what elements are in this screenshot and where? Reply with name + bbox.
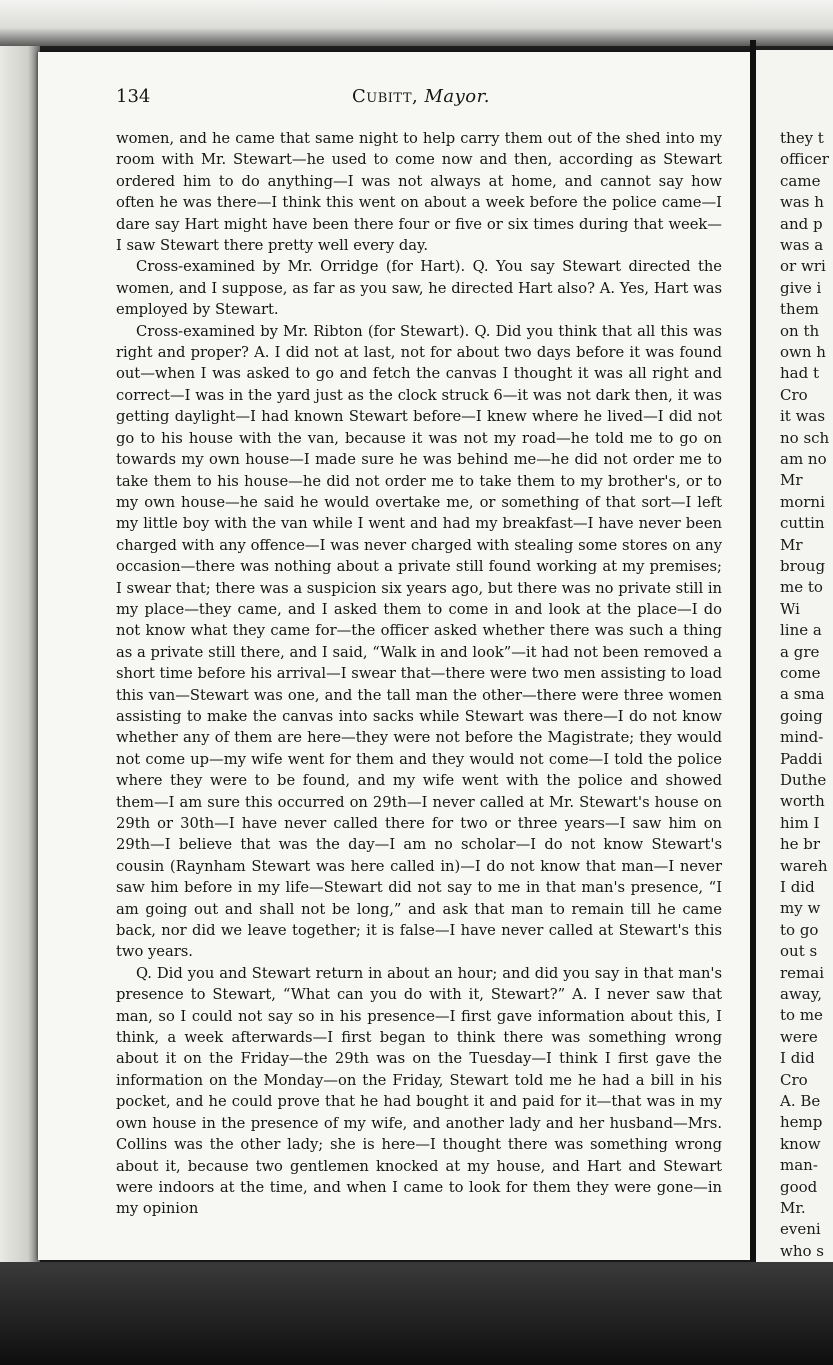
scan-bottom-background [0, 1262, 833, 1365]
adjacent-page-line: a sma [780, 685, 825, 704]
adjacent-page-line: them [780, 300, 819, 319]
adjacent-page-line: eveni [780, 1220, 821, 1239]
adjacent-page-line: Mr [780, 471, 803, 490]
adjacent-page-line: had t [780, 364, 820, 383]
adjacent-page-line: worth [780, 792, 825, 811]
scan-left-background [0, 46, 40, 1365]
adjacent-page-line: Duthe [780, 771, 827, 789]
adjacent-page-line: cuttin [780, 514, 825, 533]
adjacent-page-line: on th [780, 321, 820, 340]
adjacent-page-line: no sch [780, 428, 830, 447]
adjacent-page-line: Mr [780, 535, 803, 554]
adjacent-page-line: out s [780, 942, 818, 961]
adjacent-page-line: broug [780, 557, 826, 575]
adjacent-page-line: own h [780, 343, 826, 361]
adjacent-page-line: who s [780, 1241, 824, 1260]
adjacent-page-line: come [780, 664, 821, 682]
adjacent-page-line: I did [780, 1049, 815, 1068]
adjacent-page-line: Wi [780, 599, 800, 618]
running-head-name: Cubitt, [352, 86, 419, 107]
adjacent-page-line: going [780, 706, 823, 725]
paragraph: Cross-examined by Mr. Orridge (for Hart). Q. You say Stewart directed the women, and I suppose, as far as you saw, he directed Hart also? A. Yes, Hart was employed by Stewart. [116, 258, 722, 319]
adjacent-page-line: to go [780, 920, 819, 939]
adjacent-page-line: A. Be [780, 1092, 821, 1110]
scan-top-background [0, 0, 833, 46]
adjacent-page-line: him I [780, 813, 820, 832]
adjacent-page [756, 50, 833, 1262]
adjacent-page-line: to me [780, 1006, 823, 1025]
adjacent-page-line: give i [780, 278, 822, 297]
adjacent-page-line: my w [780, 899, 821, 918]
running-head [352, 86, 490, 107]
paragraph: Q. Did you and Stewart return in about an hour; and did you say in that man's presence to Stewart, “What can you do with it, Stewart?” A. I never saw that man, so I could not say so in his presence—I first gave information about this, I think, a week afterwards—I first began to think there was something wrong about it on the Friday—the 29th was on the Tuesday—I think I first gave the information on the Monday—on the Friday, Stewart told me he had a bill in his pocket, and he could prove that he had bought it and paid for it—that was in my own house in the presence of my wife, and another lady and her husband—Mrs. Collins was the other lady; she is here—I thought there was something wrong about it, because two gentlemen knocked at my house, and Hart and Stewart were indoors at the time, and when I came to look for them they were gone—in my opinion [116, 964, 722, 1218]
adjacent-page-line: a gre [780, 642, 820, 661]
page-header [116, 86, 676, 110]
adjacent-page-line: was h [780, 193, 824, 212]
adjacent-page-line: came [780, 171, 821, 190]
running-head-title: Mayor. [424, 86, 490, 107]
adjacent-page-line: they t [780, 129, 824, 147]
adjacent-page-line: hemp [780, 1113, 823, 1132]
adjacent-page-line: Cro [780, 385, 808, 404]
adjacent-page-line: Mr. [780, 1199, 806, 1217]
adjacent-page-line: good [780, 1177, 818, 1196]
adjacent-page-line: am no [780, 450, 827, 468]
adjacent-page-line: line a [780, 621, 822, 640]
adjacent-page-line: morni [780, 492, 825, 511]
paragraph: women, and he came that same night to help carry them out of the shed into my room with Mr. Stewart—he used to come now and then, according as Stewart ordered him to do anything—I was not always at home, and cannot say how often he was there—I think this went on about a week before the police came—I dare say Hart might have been there four or five or six times during that week—I saw Stewart there pretty well every day. [116, 130, 722, 255]
adjacent-page-line: Cro [780, 1070, 808, 1089]
adjacent-page-line: I did [780, 878, 815, 896]
adjacent-page-line: mind- [780, 728, 824, 747]
adjacent-page-line: away, [780, 985, 822, 1003]
adjacent-page-line: wareh [780, 856, 828, 875]
adjacent-page-line: and p [780, 214, 823, 233]
adjacent-page-line: me to [780, 578, 823, 597]
adjacent-page-line: or wri [780, 257, 826, 276]
adjacent-page-line: were [780, 1027, 818, 1046]
adjacent-page-line: was a [780, 236, 824, 254]
adjacent-page-line: he br [780, 835, 821, 854]
paragraph: Cross-examined by Mr. Ribton (for Stewart). Q. Did you think that all this was right and proper? A. I did not at last, not for about two days before it was found out—when I was asked to go and fetch the canvas I thought it was all right and correct—I was in the yard just as the clock struck 6—it was not dark then, it was getting daylight—I had known Stewart before—I knew where he lived—I did not go to his house with the van, because it was not my road—he told me to go on towards my own house—I made sure he was behind me—he did not order me to take them to his house—he did not order me to take them to my brother's, or to my own house—he said he would overtake me, or something of that sort—I left my little boy with the van while I went and had my breakfast—I have never been charged with any offence—I was never charged with stealing some stores on any occasion—there was nothing about a private still found working at my premises; I swear that; there was a suspicion six years ago, but there was no private still in my place—they came, and I asked them to come in and look at the place—I do not know what they came for—the officer asked whether there was such a thing as a private still there, and I said, “Walk in and look”—it had not been removed a short time before his arrival—I swear that—there were two men assisting to load this van—Stewart was one, and the tall man the other—there were three women assisting to make the canvas into sacks while Stewart was there—I do not know whether any of them are here—they were not before the Magistrate; they would not come up—my wife went for them and they would not come—I told the police where they were to be found, and my wife went with the police and showed them—I am sure this occurred on 29th—I never called at Mr. Stewart's house on 29th or 30th—I have never called there for two or three years—I saw him on 29th—I believe that was the day—I am no scholar—I do not know Stewart's cousin (Raynham Stewart was here called in)—I do not know that man—I never saw him before in my life—Stewart did not say to me in that man's presence, “I am going out and shall not be long,” and ask that man to remain till he came back, nor did we leave together; it is false—I have never called at Stewart's this two years. [116, 322, 722, 961]
page-number: 134 [116, 86, 151, 107]
adjacent-page-line: it was [780, 407, 826, 426]
adjacent-page-line: man- [780, 1156, 818, 1175]
adjacent-page-line: remai [780, 963, 825, 982]
adjacent-page-line: officer [780, 150, 829, 169]
testimony-text [116, 128, 722, 1220]
adjacent-page-line: Paddi [780, 749, 823, 768]
adjacent-page-line: know [780, 1134, 821, 1153]
